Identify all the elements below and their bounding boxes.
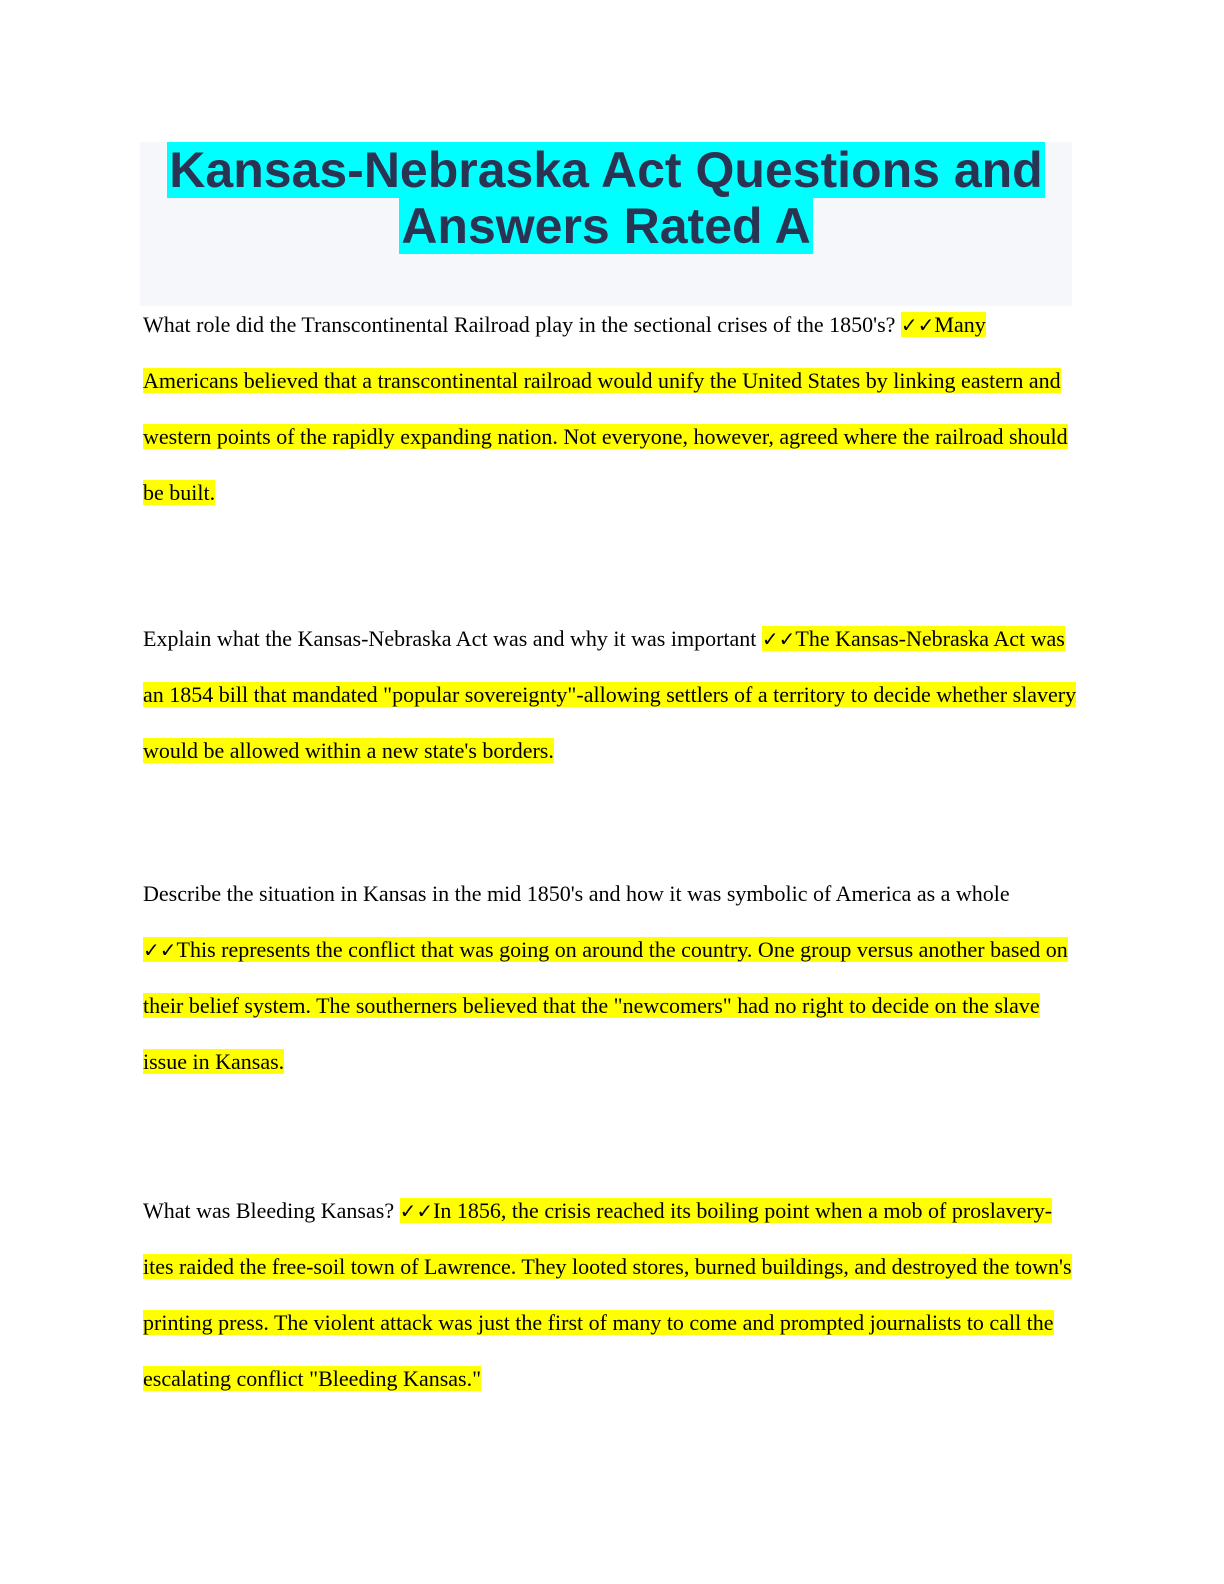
answer-highlight [143,937,1068,1074]
answer-text: In 1856, the crisis reached its boiling point when a mob of proslavery-ites raided the free-soil town of Lawrence. They looted stores, burned buildings, and destroyed the town's printing press. The violent attack was just the first of many to come and prompted journalists to call the escalating conflict "Bleeding Kansas." [143,1198,1072,1391]
qa-item-4 [143,1183,1078,1407]
question-text: What role did the Transcontinental Railroad play in the sectional crises of the 1850's? [143,312,896,337]
qa-item-1 [143,297,1078,521]
qa-item-2 [143,611,1078,779]
answer-text: This represents the conflict that was going on around the country. One group versus another based on their belief system. The southerners believed that the "newcomers" had no right to decide on the slave issue in Kansas. [143,937,1068,1074]
question-text: Explain what the Kansas-Nebraska Act was and why it was important [143,626,757,651]
double-check-icon: ✓✓ [900,313,935,337]
answer-highlight [143,312,1068,505]
answer-text: Many Americans believed that a transcontinental railroad would unify the United States by linking eastern and western points of the rapidly expanding nation. Not everyone, however, agreed where the railroad should be built. [143,312,1068,505]
answer-highlight [143,1198,1072,1391]
title-line-1: Kansas-Nebraska Act Questions and [169,142,1043,198]
page-title [140,142,1072,254]
answer-text: The Kansas-Nebraska Act was an 1854 bill that mandated "popular sovereignty"-allowing settlers of a territory to decide whether slavery would be allowed within a new state's borders. [143,626,1077,763]
question-text: What was Bleeding Kansas? [143,1198,395,1223]
double-check-icon: ✓✓ [761,627,796,651]
question-text: Describe the situation in Kansas in the mid 1850's and how it was symbolic of America as a whole [143,881,1010,906]
double-check-icon: ✓✓ [143,938,177,962]
qa-item-3 [143,866,1078,1090]
double-check-icon: ✓✓ [399,1199,434,1223]
title-banner [140,142,1072,306]
title-line-2: Answers Rated A [401,198,811,254]
